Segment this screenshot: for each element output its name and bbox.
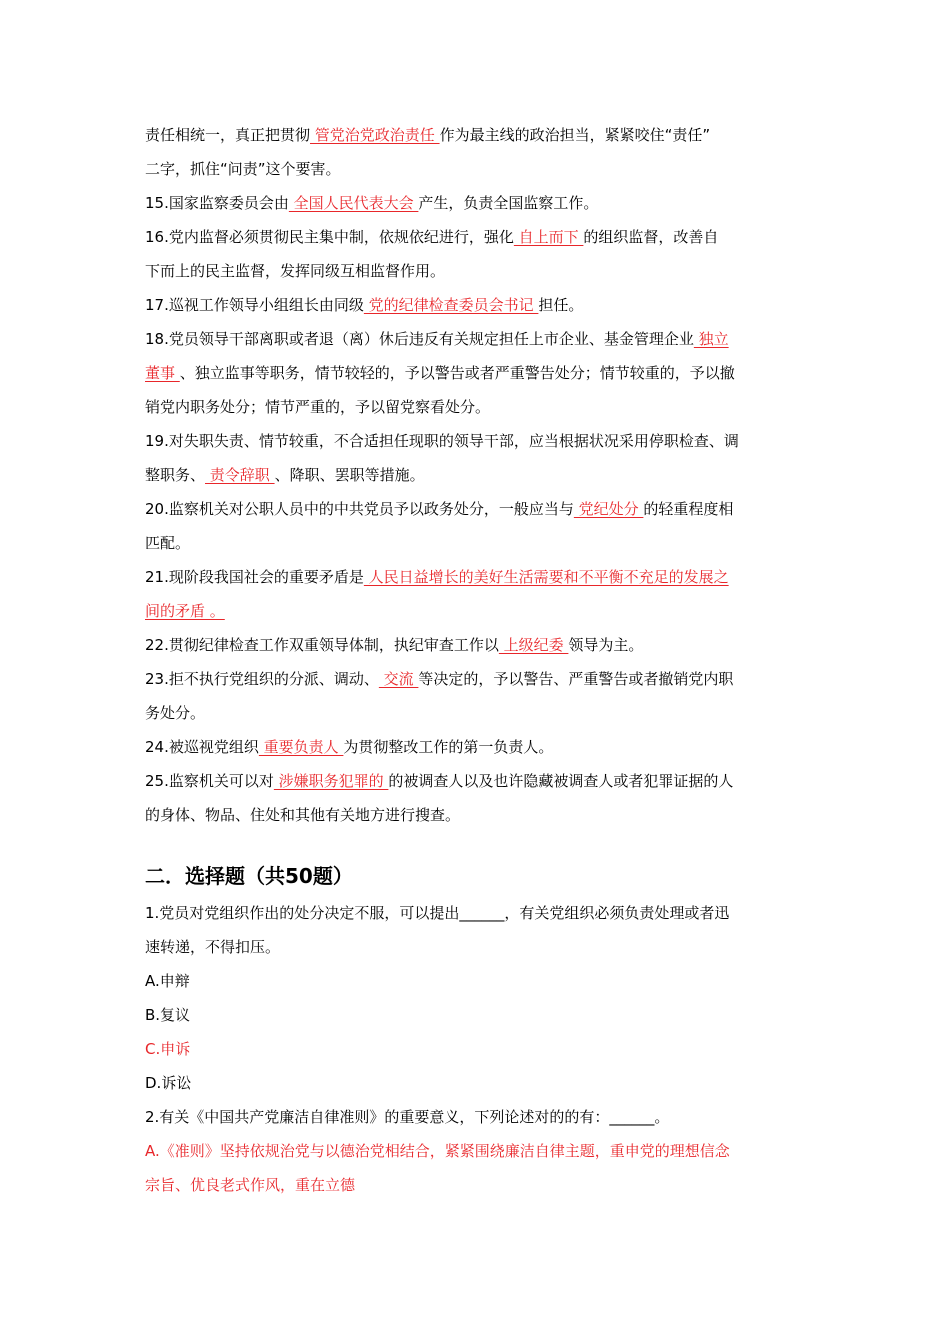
question-25: 25.监察机关可以对 涉嫌职务犯罪的 的被调查人以及也许隐藏被调查人或者犯罪证据的人: [145, 772, 734, 790]
question-22: 22.贯彻纪律检查工作双重领导体制，执纪审查工作以 上级纪委 领导为主。: [145, 636, 644, 654]
option-d: D.诉讼: [145, 1074, 192, 1092]
text-line: 责任相统一，真正把贯彻 管党治党政治责任 作为最主线的政治担当，紧紧咬住“责任”: [145, 126, 711, 144]
choice-question-1: 1.党员对党组织作出的处分决定不服，可以提出______，有关党组织必须负责处理或者迅: [145, 904, 730, 922]
answer-blank: 党纪处分: [573, 500, 644, 518]
answer-blank: 上级纪委: [498, 636, 569, 654]
question-18: 18.党员领导干部离职或者退（离）休后违反有关规定担任上市企业、基金管理企业 独立: [145, 330, 729, 348]
answer-blank: 涉嫌职务犯罪的: [273, 772, 389, 790]
text-line: 的身体、物品、住处和其他有关地方进行搜查。: [145, 806, 461, 824]
answer-blank: 重要负责人: [258, 738, 344, 756]
question-21: 21.现阶段我国社会的重要矛盾是 人民日益增长的美好生活需要和不平衡不充足的发展之: [145, 568, 729, 586]
text-line: 整职务、 责令辞职 、降职、罢职等措施。: [145, 466, 425, 484]
answer-blank: 间的矛盾 。: [145, 602, 225, 620]
choice-question-2: 2.有关《中国共产党廉洁自律准则》的重要意义，下列论述对的的有：______。: [145, 1108, 670, 1126]
text-line: 下而上的民主监督，发挥同级互相监督作用。: [145, 262, 446, 280]
question-20: 20.监察机关对公职人员中的中共党员予以政务处分，一般应当与 党纪处分 的轻重程度相: [145, 500, 734, 518]
option-a-correct: A.《准则》坚持依规治党与以德治党相结合，紧紧围绕廉洁自律主题，重申党的理想信念: [145, 1142, 730, 1160]
text-line: 董事 、独立监事等职务，情节较轻的，予以警告或者严重警告处分；情节较重的，予以撤: [145, 364, 735, 382]
text-line: [145, 594, 810, 628]
answer-blank: 全国人民代表大会: [288, 194, 419, 212]
text-line: 二字，抓住“问责”这个要害。: [145, 160, 341, 178]
question-17: 17.巡视工作领导小组组长由同级 党的纪律检查委员会书记 担任。: [145, 296, 584, 314]
text-line: 速转递，不得扣压。: [145, 938, 281, 956]
fill-blank-section: [145, 118, 810, 832]
option-a: A.申辩: [145, 972, 190, 990]
question-19: 19.对失职失责、情节较重，不合适担任现职的领导干部，应当根据状况采用停职检查、调: [145, 432, 739, 450]
answer-blank: 管党治党政治责任: [310, 126, 440, 144]
question-16: 16.党内监督必须贯彻民主集中制，依规依纪进行，强化 自上而下 的组织监督，改善自: [145, 228, 719, 246]
question-23: 23.拒不执行党组织的分派、调动、 交流 等决定的，予以警告、严重警告或者撤销党内职: [145, 670, 734, 688]
text-line: 宗旨、优良老式作风，重在立德: [145, 1176, 356, 1194]
choice-section: [145, 896, 810, 1202]
answer-blank: 党的纪律检查委员会书记: [363, 296, 539, 314]
answer-blank: 人民日益增长的美好生活需要和不平衡不充足的发展之: [363, 568, 729, 586]
answer-blank: 董事: [145, 364, 180, 382]
question-24: 24.被巡视党组织 重要负责人 为贯彻整改工作的第一负责人。: [145, 738, 554, 756]
option-c-correct: C.申诉: [145, 1040, 191, 1058]
text-line: 匹配。: [145, 534, 191, 552]
answer-blank: 责令辞职: [205, 466, 275, 484]
answer-blank: 交流: [378, 670, 419, 688]
text-line: 务处分。: [145, 704, 206, 722]
question-15: 15.国家监察委员会由 全国人民代表大会 产生，负责全国监察工作。: [145, 194, 599, 212]
text-line: 销党内职务处分；情节严重的，予以留党察看处分。: [145, 398, 491, 416]
option-b: B.复议: [145, 1006, 191, 1024]
answer-blank: 自上而下: [513, 228, 584, 246]
answer-blank: 独立: [693, 330, 729, 348]
section-heading: 二．选择题（共50题）: [145, 864, 353, 888]
